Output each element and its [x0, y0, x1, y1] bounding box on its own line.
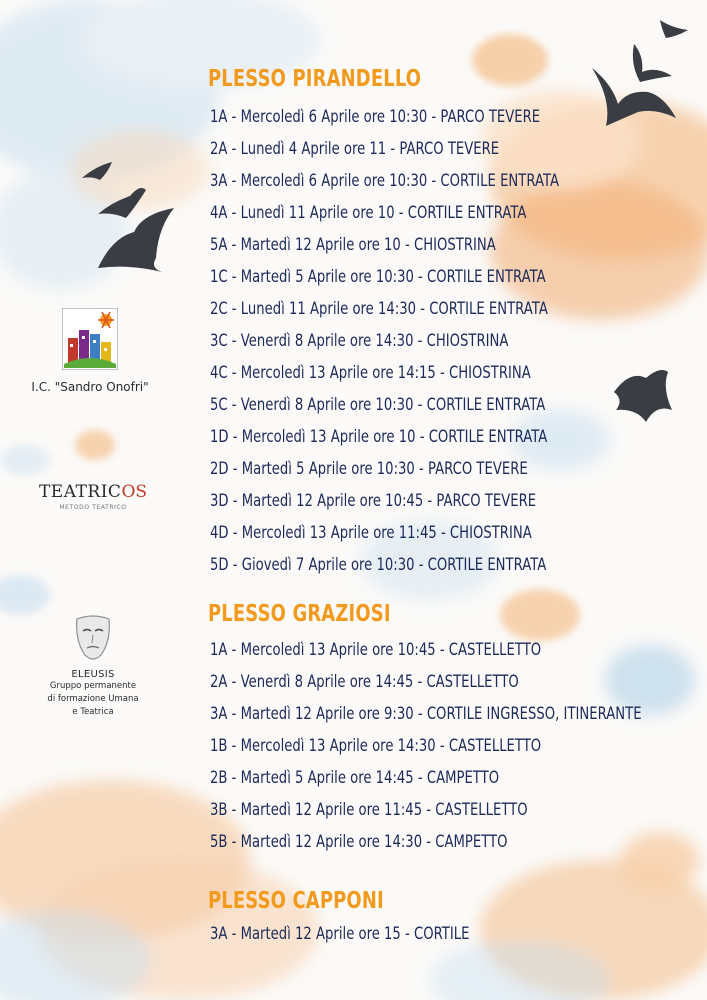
- bird-icon: [660, 20, 688, 38]
- schedule-entry: 2A - Lunedì 4 Aprile ore 11 - PARCO TEVERE: [210, 139, 500, 158]
- cloud-peach-bottomright: [430, 832, 707, 1000]
- bird-icon: [633, 44, 672, 82]
- schedule-entry: 3A - Martedì 12 Aprile ore 15 - CORTILE: [210, 924, 470, 943]
- section-title-capponi: PLESSO CAPPONI: [208, 888, 384, 914]
- schedule-entry: 1A - Mercoledì 13 Aprile ore 10:45 - CASTELLETTO: [210, 640, 542, 659]
- teatricos-name-accent: OS: [121, 482, 148, 502]
- schedule-entry: 1C - Martedì 5 Aprile ore 10:30 - CORTILE ENTRATA: [210, 267, 546, 286]
- schedule-entry: 3B - Martedì 12 Aprile ore 11:45 - CASTELLETTO: [210, 800, 528, 819]
- schedule-entry: 5B - Martedì 12 Aprile ore 14:30 - CAMPETTO: [210, 832, 508, 851]
- schedule-entry: 3D - Martedì 12 Aprile ore 10:45 - PARCO TEVERE: [210, 491, 537, 510]
- schedule-entry: 1B - Mercoledì 13 Aprile ore 14:30 - CASTELLETTO: [210, 736, 542, 755]
- teatricos-logo-block: [38, 482, 148, 511]
- eleusis-logo-block: [28, 615, 158, 719]
- teatricos-name: TEATRIC: [38, 482, 122, 502]
- schedule-entry: 3C - Venerdì 8 Aprile ore 14:30 - CHIOSTRINA: [210, 331, 509, 350]
- schedule-entry: 2D - Martedì 5 Aprile ore 10:30 - PARCO TEVERE: [210, 459, 528, 478]
- schedule-entry: 1D - Mercoledì 13 Aprile ore 10 - CORTILE ENTRATA: [210, 427, 548, 446]
- school-logo-block: [10, 308, 170, 394]
- eleusis-desc-line-1: Gruppo permanente: [49, 681, 137, 691]
- schedule-entry: 2A - Venerdì 8 Aprile ore 14:45 - CASTELLETTO: [210, 672, 519, 691]
- schedule-entry: 4D - Mercoledì 13 Aprile ore 11:45 - CHIOSTRINA: [210, 523, 532, 542]
- school-name: I.C. "Sandro Onofri": [31, 380, 149, 394]
- section-title-pirandello: PLESSO PIRANDELLO: [208, 66, 422, 92]
- cloud-blue-left: [0, 445, 50, 615]
- schedule-entry: 4C - Mercoledì 13 Aprile ore 14:15 - CHIOSTRINA: [210, 363, 531, 382]
- schedule-entry: 3A - Martedì 12 Aprile ore 9:30 - CORTILE INGRESSO, ITINERANTE: [210, 704, 642, 723]
- cloud-peach-top-small: [472, 34, 548, 86]
- eleusis-desc-line-3: e Teatrica: [72, 707, 114, 717]
- eleusis-name: ELEUSIS: [71, 669, 115, 680]
- schedule-entry: 3A - Mercoledì 6 Aprile ore 10:30 - CORTILE ENTRATA: [210, 171, 560, 190]
- schedule-entry: 5C - Venerdì 8 Aprile ore 10:30 - CORTILE ENTRATA: [210, 395, 546, 414]
- schedule-entry: 2B - Martedì 5 Aprile ore 14:45 - CAMPETTO: [210, 768, 500, 787]
- schedule-entry: 2C - Lunedì 11 Aprile ore 14:30 - CORTILE ENTRATA: [210, 299, 548, 318]
- schedule-entry: 4A - Lunedì 11 Aprile ore 10 - CORTILE ENTRATA: [210, 203, 527, 222]
- teatricos-subtitle: METODO TEATRICO: [59, 504, 127, 511]
- schedule-entry: 5A - Martedì 12 Aprile ore 10 - CHIOSTRINA: [210, 235, 496, 254]
- bird-icon: [614, 370, 672, 422]
- schedule-entry: 5D - Giovedì 7 Aprile ore 10:30 - CORTILE ENTRATA: [210, 555, 547, 574]
- teatricos-logo: [38, 482, 148, 502]
- eleusis-desc-line-2: di formazione Umana: [47, 694, 139, 704]
- theatre-mask-icon: [73, 615, 113, 663]
- section-title-graziosi: PLESSO GRAZIOSI: [208, 601, 391, 627]
- school-building-icon: [62, 308, 118, 370]
- schedule-entry: 1A - Mercoledì 6 Aprile ore 10:30 - PARCO TEVERE: [210, 107, 541, 126]
